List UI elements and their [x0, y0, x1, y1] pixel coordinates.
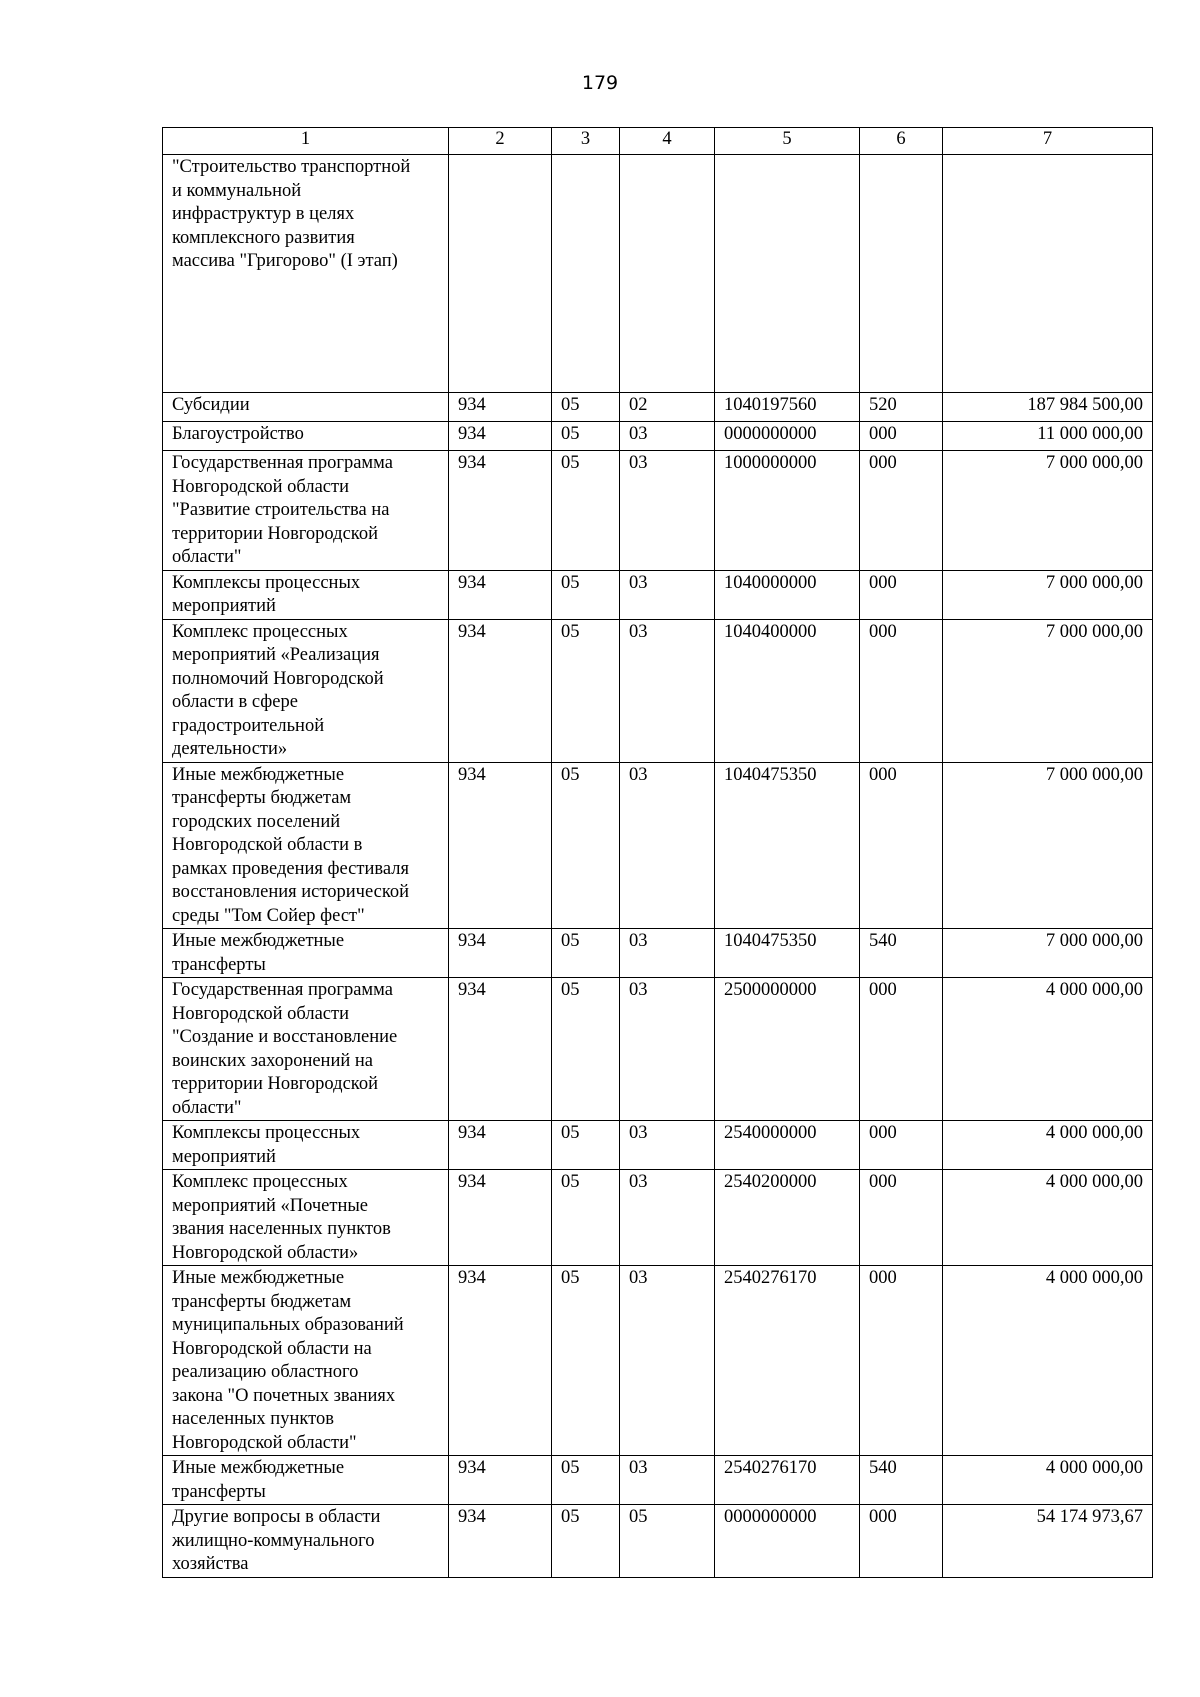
column-header: 1: [163, 128, 449, 155]
row-name-cell: Иные межбюджетные трансферты бюджетам муниципальных образований Новгородской области на реализацию областного закона "О почетных званиях населенных пунктов Новгородской области": [163, 1266, 449, 1456]
row-name-cell: Субсидии: [163, 393, 449, 422]
target-code-cell: 2540200000: [715, 1170, 860, 1266]
amount-cell: 4 000 000,00: [943, 978, 1153, 1121]
section-cell: [552, 155, 620, 393]
target-code-cell: 1040400000: [715, 619, 860, 762]
table-row: [163, 155, 1153, 393]
target-code-cell: 1040475350: [715, 929, 860, 978]
subsection-cell: 03: [620, 570, 715, 619]
expense-type-cell: [860, 155, 943, 393]
row-name-cell: Благоустройство: [163, 422, 449, 451]
expense-type-cell: 520: [860, 393, 943, 422]
section-cell: 05: [552, 929, 620, 978]
code-cell: 934: [449, 619, 552, 762]
target-code-cell: 2540276170: [715, 1266, 860, 1456]
amount-cell: 4 000 000,00: [943, 1170, 1153, 1266]
section-cell: 05: [552, 451, 620, 571]
row-name-cell: Комплексы процессных мероприятий: [163, 1121, 449, 1170]
column-header: 5: [715, 128, 860, 155]
row-name-cell: Иные межбюджетные трансферты: [163, 929, 449, 978]
amount-cell: 4 000 000,00: [943, 1456, 1153, 1505]
target-code-cell: [715, 155, 860, 393]
code-cell: 934: [449, 1456, 552, 1505]
code-cell: 934: [449, 393, 552, 422]
code-cell: 934: [449, 1266, 552, 1456]
target-code-cell: 2540000000: [715, 1121, 860, 1170]
table-row: [163, 1456, 1153, 1505]
subsection-cell: 03: [620, 762, 715, 929]
column-header: 6: [860, 128, 943, 155]
row-name-cell: Государственная программа Новгородской области "Создание и восстановление воинских захоронений на территории Новгородской области": [163, 978, 449, 1121]
expense-type-cell: 000: [860, 422, 943, 451]
code-cell: 934: [449, 978, 552, 1121]
subsection-cell: 03: [620, 1266, 715, 1456]
target-code-cell: 2540276170: [715, 1456, 860, 1505]
code-cell: 934: [449, 1505, 552, 1578]
amount-cell: 54 174 973,67: [943, 1505, 1153, 1578]
subsection-cell: 03: [620, 978, 715, 1121]
row-name-cell: Государственная программа Новгородской области "Развитие строительства на территории Новгородской области": [163, 451, 449, 571]
section-cell: 05: [552, 978, 620, 1121]
table-row: [163, 451, 1153, 571]
expense-type-cell: 540: [860, 1456, 943, 1505]
section-cell: 05: [552, 422, 620, 451]
target-code-cell: 2500000000: [715, 978, 860, 1121]
subsection-cell: 03: [620, 422, 715, 451]
subsection-cell: 05: [620, 1505, 715, 1578]
target-code-cell: 1000000000: [715, 451, 860, 571]
table-row: [163, 422, 1153, 451]
column-header: 2: [449, 128, 552, 155]
section-cell: 05: [552, 570, 620, 619]
table-row: [163, 978, 1153, 1121]
amount-cell: 4 000 000,00: [943, 1121, 1153, 1170]
section-cell: 05: [552, 619, 620, 762]
target-code-cell: 1040000000: [715, 570, 860, 619]
column-header: 3: [552, 128, 620, 155]
amount-cell: 11 000 000,00: [943, 422, 1153, 451]
column-header: 4: [620, 128, 715, 155]
amount-cell: [943, 155, 1153, 393]
row-name-cell: "Строительство транспортной и коммунальной инфраструктур в целях комплексного развития массива "Григорово" (I этап): [163, 155, 449, 393]
expense-type-cell: 000: [860, 451, 943, 571]
amount-cell: 7 000 000,00: [943, 451, 1153, 571]
expense-type-cell: 000: [860, 978, 943, 1121]
table-row: [163, 1266, 1153, 1456]
section-cell: 05: [552, 762, 620, 929]
subsection-cell: 02: [620, 393, 715, 422]
header-row: [163, 128, 1153, 155]
amount-cell: 7 000 000,00: [943, 929, 1153, 978]
subsection-cell: 03: [620, 1121, 715, 1170]
code-cell: 934: [449, 929, 552, 978]
table-row: [163, 929, 1153, 978]
page-number: 179: [581, 72, 619, 94]
expense-type-cell: 000: [860, 619, 943, 762]
code-cell: 934: [449, 422, 552, 451]
code-cell: 934: [449, 570, 552, 619]
table-row: [163, 1505, 1153, 1578]
subsection-cell: [620, 155, 715, 393]
table-row: [163, 1121, 1153, 1170]
amount-cell: 187 984 500,00: [943, 393, 1153, 422]
table-row: [163, 762, 1153, 929]
row-name-cell: Иные межбюджетные трансферты: [163, 1456, 449, 1505]
code-cell: 934: [449, 762, 552, 929]
amount-cell: 7 000 000,00: [943, 570, 1153, 619]
code-cell: 934: [449, 451, 552, 571]
section-cell: 05: [552, 1266, 620, 1456]
subsection-cell: 03: [620, 1170, 715, 1266]
target-code-cell: 1040197560: [715, 393, 860, 422]
code-cell: [449, 155, 552, 393]
row-name-cell: Комплексы процессных мероприятий: [163, 570, 449, 619]
section-cell: 05: [552, 393, 620, 422]
expense-type-cell: 000: [860, 570, 943, 619]
row-name-cell: Комплекс процессных мероприятий «Реализация полномочий Новгородской области в сфере градостроительной деятельности»: [163, 619, 449, 762]
expense-type-cell: 000: [860, 1121, 943, 1170]
expense-type-cell: 540: [860, 929, 943, 978]
code-cell: 934: [449, 1121, 552, 1170]
subsection-cell: 03: [620, 929, 715, 978]
section-cell: 05: [552, 1505, 620, 1578]
table-row: [163, 570, 1153, 619]
amount-cell: 4 000 000,00: [943, 1266, 1153, 1456]
subsection-cell: 03: [620, 1456, 715, 1505]
expense-type-cell: 000: [860, 1170, 943, 1266]
section-cell: 05: [552, 1170, 620, 1266]
row-name-cell: Другие вопросы в области жилищно-коммунального хозяйства: [163, 1505, 449, 1578]
subsection-cell: 03: [620, 619, 715, 762]
target-code-cell: 0000000000: [715, 1505, 860, 1578]
table-row: [163, 619, 1153, 762]
table-row: [163, 393, 1153, 422]
row-name-cell: Иные межбюджетные трансферты бюджетам городских поселений Новгородской области в рамках проведения фестиваля восстановления исторической среды "Том Сойер фест": [163, 762, 449, 929]
code-cell: 934: [449, 1170, 552, 1266]
budget-table: [162, 127, 1153, 1578]
target-code-cell: 1040475350: [715, 762, 860, 929]
expense-type-cell: 000: [860, 762, 943, 929]
expense-type-cell: 000: [860, 1505, 943, 1578]
column-header: 7: [943, 128, 1153, 155]
section-cell: 05: [552, 1121, 620, 1170]
table-row: [163, 1170, 1153, 1266]
amount-cell: 7 000 000,00: [943, 619, 1153, 762]
expense-type-cell: 000: [860, 1266, 943, 1456]
row-name-cell: Комплекс процессных мероприятий «Почетные звания населенных пунктов Новгородской области»: [163, 1170, 449, 1266]
target-code-cell: 0000000000: [715, 422, 860, 451]
amount-cell: 7 000 000,00: [943, 762, 1153, 929]
subsection-cell: 03: [620, 451, 715, 571]
section-cell: 05: [552, 1456, 620, 1505]
